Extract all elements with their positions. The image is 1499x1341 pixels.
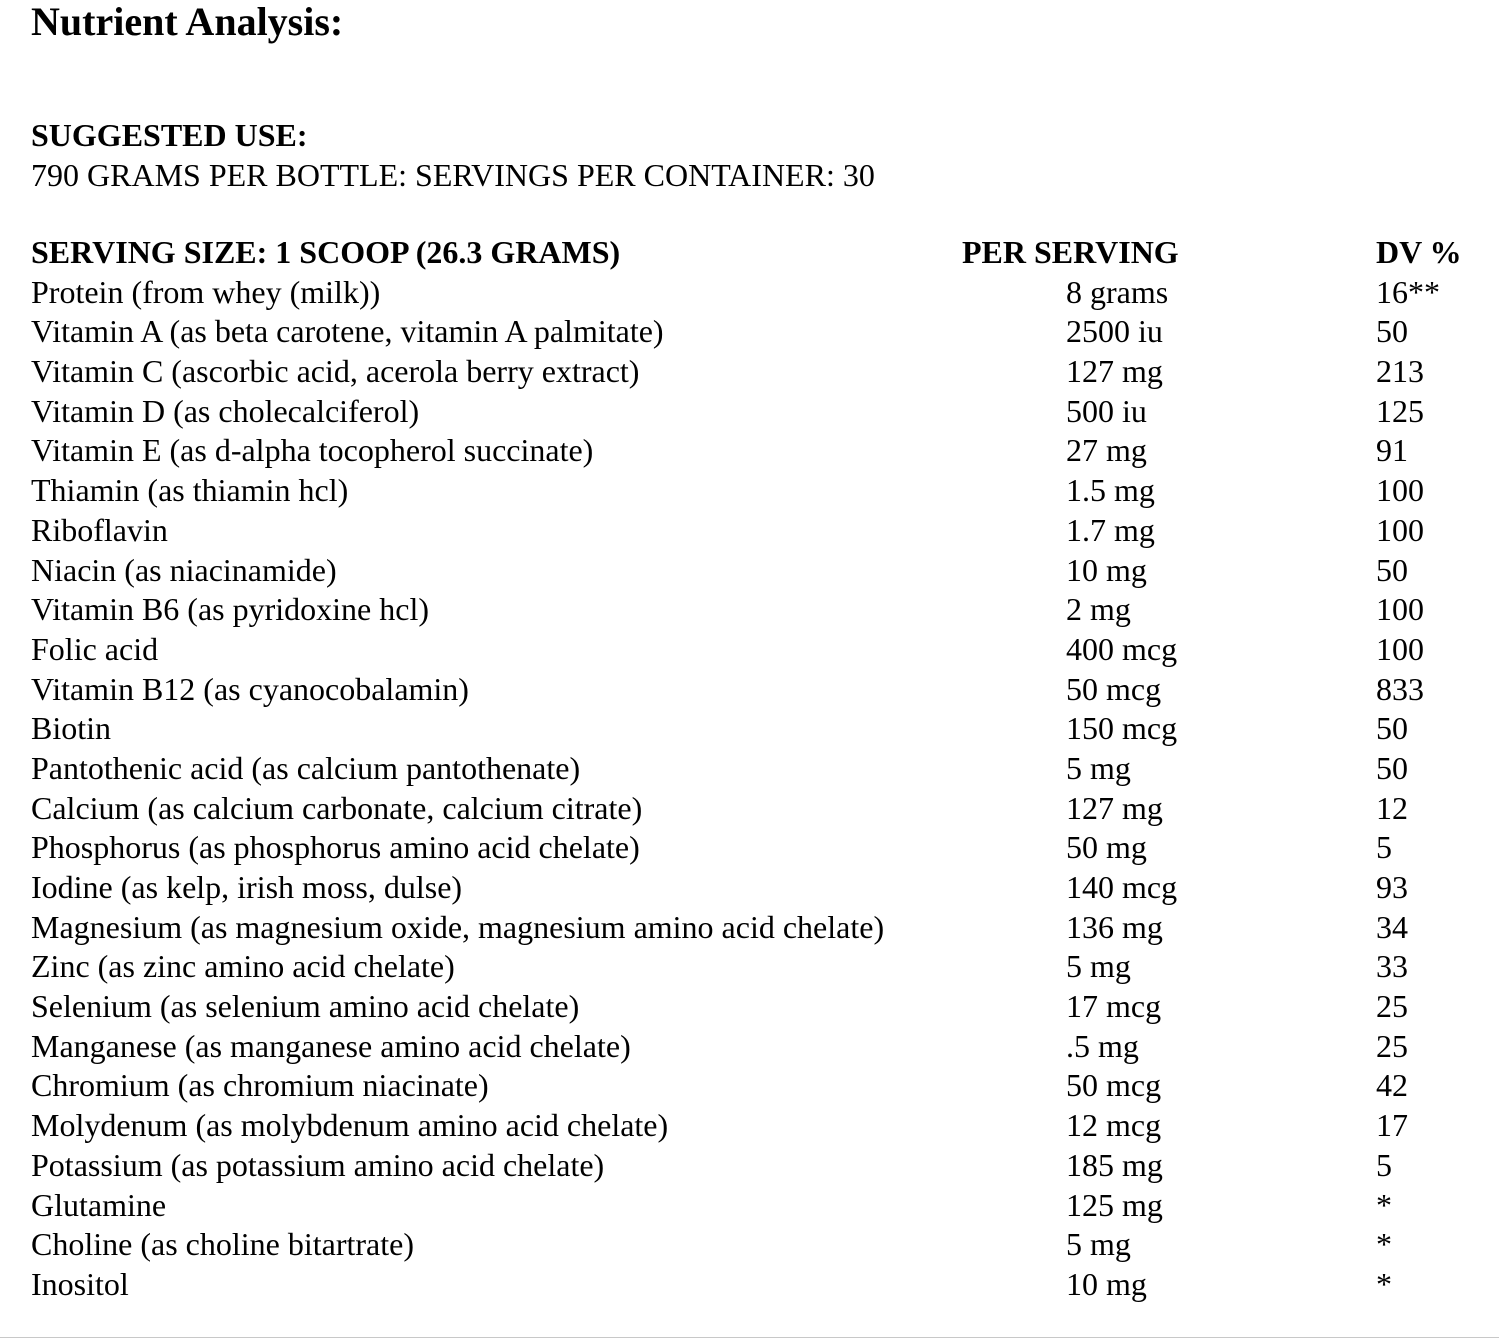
nutrient-dv: 5 [1376,829,1392,866]
nutrient-name: Molydenum (as molybdenum amino acid chelate) [31,1107,669,1144]
nutrient-dv: 91 [1376,432,1408,469]
nutrient-amount: 50 mcg [1066,1067,1162,1104]
nutrient-name: Chromium (as chromium niacinate) [31,1067,489,1104]
table-row [31,908,1481,948]
table-row [31,551,1481,591]
nutrient-dv: 5 [1376,1146,1392,1183]
nutrient-amount: 5 mg [1066,948,1131,985]
nutrient-amount: 140 mcg [1066,869,1178,905]
nutrient-amount: 127 mg [1066,353,1163,390]
table-row [31,471,1481,511]
nutrient-name: Phosphorus (as phosphorus amino acid chelate) [31,829,640,866]
table-row [31,749,1481,789]
nutrient-dv: 50 [1376,749,1408,786]
nutrient-amount: 2 mg [1066,591,1131,628]
table-row [31,947,1481,987]
nutrient-name: Vitamin B12 (as cyanocobalamin) [31,670,469,707]
page-bottom-divider [0,1337,1499,1338]
table-row [31,789,1481,829]
nutrient-name: Choline (as choline bitartrate) [31,1226,414,1263]
nutrient-name: Zinc (as zinc amino acid chelate) [31,948,455,985]
nutrient-name: Vitamin C (ascorbic acid, acerola berry extract) [31,353,640,390]
table-row [31,828,1481,868]
table-row [31,590,1481,630]
nutrient-amount: 50 mcg [1066,670,1162,707]
servings-info: 790 GRAMS PER BOTTLE: SERVINGS PER CONTAINER: 30 [31,157,875,193]
nutrient-amount: 10 mg [1066,1265,1147,1302]
nutrient-name: Biotin [31,710,112,747]
nutrient-dv: 12 [1376,789,1408,826]
table-row [31,312,1481,352]
table-row [31,392,1481,432]
table-row [31,431,1481,471]
nutrient-name: Potassium (as potassium amino acid chelate) [31,1146,605,1183]
nutrient-amount: 10 mg [1066,551,1147,588]
nutrient-dv: 50 [1376,313,1408,350]
table-row [31,1066,1481,1106]
nutrient-amount: 8 grams [1066,273,1169,310]
table-row [31,670,1481,710]
table-row [31,1225,1481,1265]
suggested-use-heading: SUGGESTED USE: [31,117,308,153]
table-header-row [31,233,1481,273]
nutrient-dv: 25 [1376,988,1408,1025]
nutrient-dv: 213 [1376,353,1424,390]
nutrient-dv: 125 [1376,392,1424,429]
nutrient-amount: 400 mcg [1066,630,1178,667]
nutrient-dv: * [1376,1186,1392,1223]
nutrient-dv: 42 [1376,1067,1408,1104]
table-row [31,630,1481,670]
nutrient-name: Vitamin E (as d-alpha tocopherol succinate) [31,432,594,469]
nutrient-amount: 12 mcg [1066,1107,1162,1144]
nutrient-amount: 1.5 mg [1066,472,1155,509]
nutrient-dv: 50 [1376,710,1408,747]
nutrient-amount: 150 mcg [1066,710,1178,747]
nutrient-dv: * [1376,1265,1392,1302]
nutrient-amount: 136 mg [1066,908,1163,945]
nutrient-dv: 93 [1376,869,1408,905]
nutrient-dv: 833 [1376,670,1424,707]
nutrient-name: Inositol [31,1265,129,1302]
nutrient-amount: 5 mg [1066,1226,1131,1263]
table-row [31,1027,1481,1067]
nutrient-amount: 125 mg [1066,1186,1163,1223]
table-row [31,1146,1481,1186]
nutrient-amount: 5 mg [1066,749,1131,786]
nutrient-name: Riboflavin [31,511,168,548]
table-row [31,1265,1481,1305]
serving-size-header: SERVING SIZE: 1 SCOOP (26.3 GRAMS) [31,234,621,270]
nutrient-dv: 100 [1376,511,1424,548]
nutrient-table [31,233,1481,1305]
table-row [31,709,1481,749]
nutrient-name: Thiamin (as thiamin hcl) [31,472,349,509]
table-row [31,987,1481,1027]
table-row [31,868,1481,908]
nutrient-dv: 25 [1376,1027,1408,1064]
nutrient-name: Niacin (as niacinamide) [31,551,337,588]
nutrient-amount: 127 mg [1066,789,1163,826]
nutrient-name: Selenium (as selenium amino acid chelate) [31,988,580,1025]
nutrient-amount: .5 mg [1066,1027,1139,1064]
nutrient-dv: 50 [1376,551,1408,588]
table-row [31,511,1481,551]
nutrient-rows [31,273,1481,1305]
nutrient-name: Calcium (as calcium carbonate, calcium citrate) [31,789,643,826]
nutrient-amount: 185 mg [1066,1146,1163,1183]
nutrient-dv: 16** [1376,273,1440,310]
nutrient-name: Pantothenic acid (as calcium pantothenate) [31,749,581,786]
nutrient-amount: 27 mg [1066,432,1147,469]
nutrient-dv: 100 [1376,630,1424,667]
nutrient-dv: 100 [1376,472,1424,509]
nutrient-name: Folic acid [31,630,159,667]
nutrient-dv: 100 [1376,591,1424,628]
nutrient-name: Vitamin D (as cholecalciferol) [31,392,420,429]
nutrient-amount: 50 mg [1066,829,1147,866]
table-row [31,352,1481,392]
nutrient-dv: 33 [1376,948,1408,985]
nutrient-name: Vitamin A (as beta carotene, vitamin A palmitate) [31,313,664,350]
page-title: Nutrient Analysis: [31,0,344,44]
table-row [31,1106,1481,1146]
table-row [31,1186,1481,1226]
nutrient-amount: 17 mcg [1066,988,1162,1025]
dv-header: DV % [1376,234,1462,270]
table-row [31,273,1481,313]
per-serving-header: PER SERVING [962,234,1179,270]
nutrient-name: Iodine (as kelp, irish moss, dulse) [31,869,463,905]
nutrient-dv: 17 [1376,1107,1408,1144]
nutrient-name: Vitamin B6 (as pyridoxine hcl) [31,591,429,628]
nutrient-amount: 2500 iu [1066,313,1163,350]
nutrient-amount: 1.7 mg [1066,511,1155,548]
nutrient-name: Protein (from whey (milk)) [31,273,381,310]
nutrient-name: Manganese (as manganese amino acid chelate) [31,1027,631,1064]
nutrient-name: Magnesium (as magnesium oxide, magnesium amino acid chelate) [31,908,885,945]
nutrient-amount: 500 iu [1066,392,1147,429]
nutrient-dv: 34 [1376,908,1408,945]
nutrient-name: Glutamine [31,1186,167,1223]
nutrient-dv: * [1376,1226,1392,1263]
